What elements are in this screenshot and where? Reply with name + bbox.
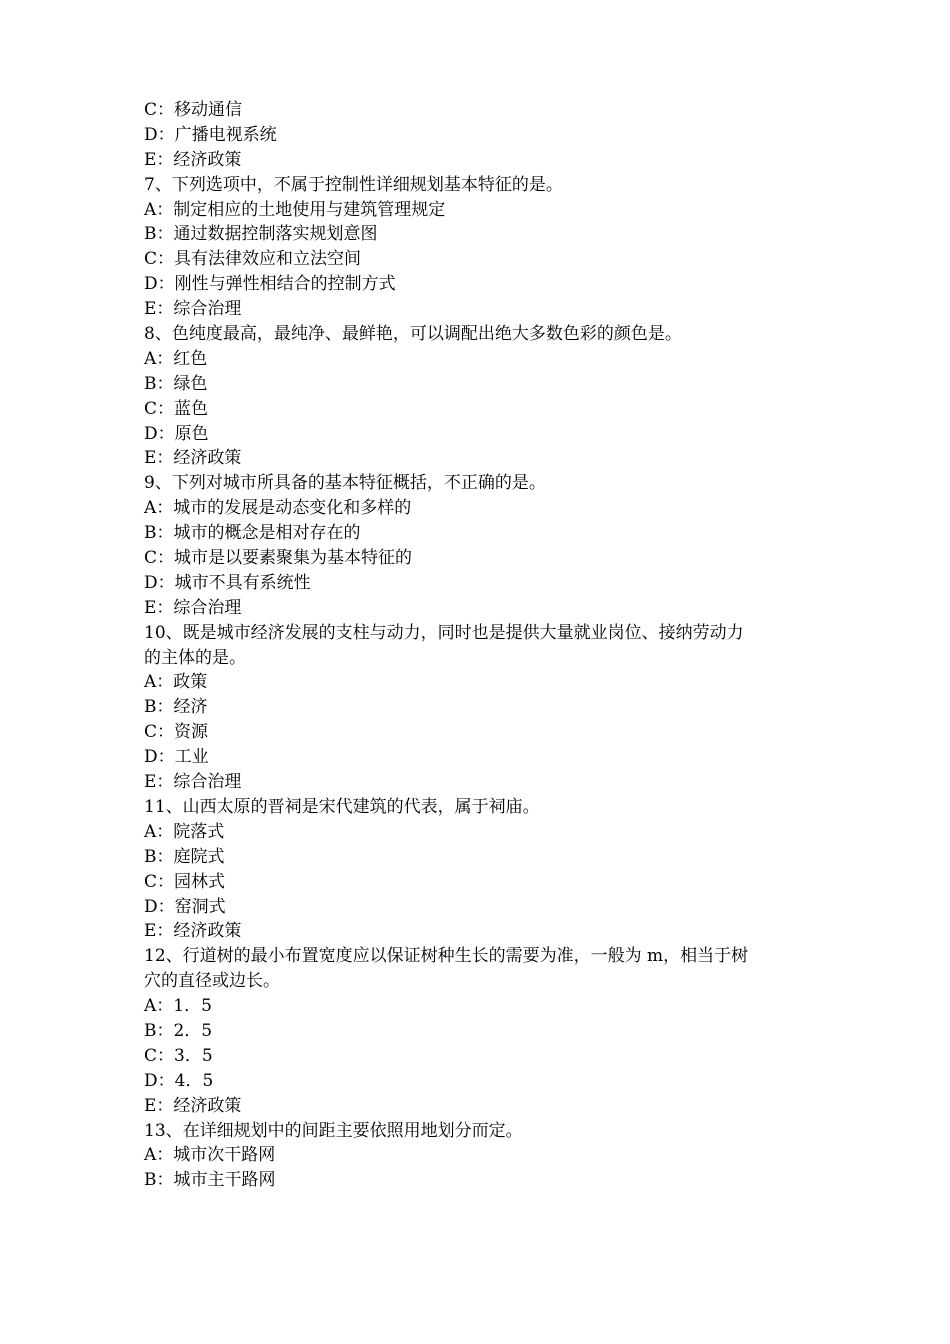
question-line-continued: 的主体的是。	[144, 647, 246, 668]
question-line: 10、既是城市经济发展的支柱与动力，同时也是提供大量就业岗位、接纳劳动力	[144, 622, 744, 643]
option-line: C：园林式	[144, 871, 226, 892]
option-line: B：2．5	[144, 1020, 213, 1041]
question-line: 12、行道树的最小布置宽度应以保证树种生长的需要为准，一般为 m，相当于树	[144, 946, 749, 967]
option-line: A：制定相应的土地使用与建筑管理规定	[144, 199, 446, 220]
option-line: E：经济政策	[144, 448, 242, 469]
option-line: B：绿色	[144, 373, 208, 394]
option-line: D：原色	[144, 423, 209, 444]
question-line: 8、色纯度最高，最纯净、最鲜艳，可以调配出绝大多数色彩的颜色是。	[144, 324, 682, 345]
option-line: D：广播电视系统	[144, 124, 277, 145]
question-line: 11、山西太原的晋祠是宋代建筑的代表，属于祠庙。	[144, 796, 540, 817]
option-line: A：1．5	[144, 996, 212, 1017]
option-line: D：城市不具有系统性	[144, 572, 311, 593]
option-line: E：经济政策	[144, 921, 242, 942]
option-line: E：经济政策	[144, 1095, 242, 1116]
option-line: D：工业	[144, 747, 209, 768]
option-line: D：刚性与弹性相结合的控制方式	[144, 274, 396, 295]
question-line: 9、下列对城市所具备的基本特征概括，不正确的是。	[144, 473, 546, 494]
option-line: B：通过数据控制落实规划意图	[144, 224, 378, 245]
option-line: E：综合治理	[144, 597, 242, 618]
option-line: C：城市是以要素聚集为基本特征的	[144, 548, 413, 569]
option-line: A：城市的发展是动态变化和多样的	[144, 498, 412, 519]
option-line: C：3．5	[144, 1045, 213, 1066]
option-line: B：城市的概念是相对存在的	[144, 523, 361, 544]
option-line: A：红色	[144, 348, 208, 369]
option-line: B：经济	[144, 697, 208, 718]
option-line: C：移动通信	[144, 100, 243, 120]
question-line: 7、下列选项中，不属于控制性详细规划基本特征的是。	[144, 174, 563, 195]
option-line: C：资源	[144, 722, 209, 743]
option-line: D：窑洞式	[144, 896, 226, 917]
question-line-continued: 穴的直径或边长。	[144, 971, 280, 992]
option-line: A：城市次干路网	[144, 1145, 276, 1166]
option-line: E：综合治理	[144, 772, 242, 793]
option-line: A：政策	[144, 672, 208, 693]
option-line: C：具有法律效应和立法空间	[144, 249, 362, 270]
option-line: C：蓝色	[144, 398, 209, 419]
option-line: B：庭院式	[144, 846, 225, 867]
option-line: A：院落式	[144, 821, 225, 842]
document-body	[144, 98, 814, 1193]
option-line: D：4．5	[144, 1070, 214, 1091]
option-line: B：城市主干路网	[144, 1170, 276, 1191]
option-line: E：经济政策	[144, 149, 242, 170]
option-line: E：综合治理	[144, 299, 242, 320]
question-line: 13、在详细规划中的间距主要依照用地划分而定。	[144, 1120, 523, 1141]
